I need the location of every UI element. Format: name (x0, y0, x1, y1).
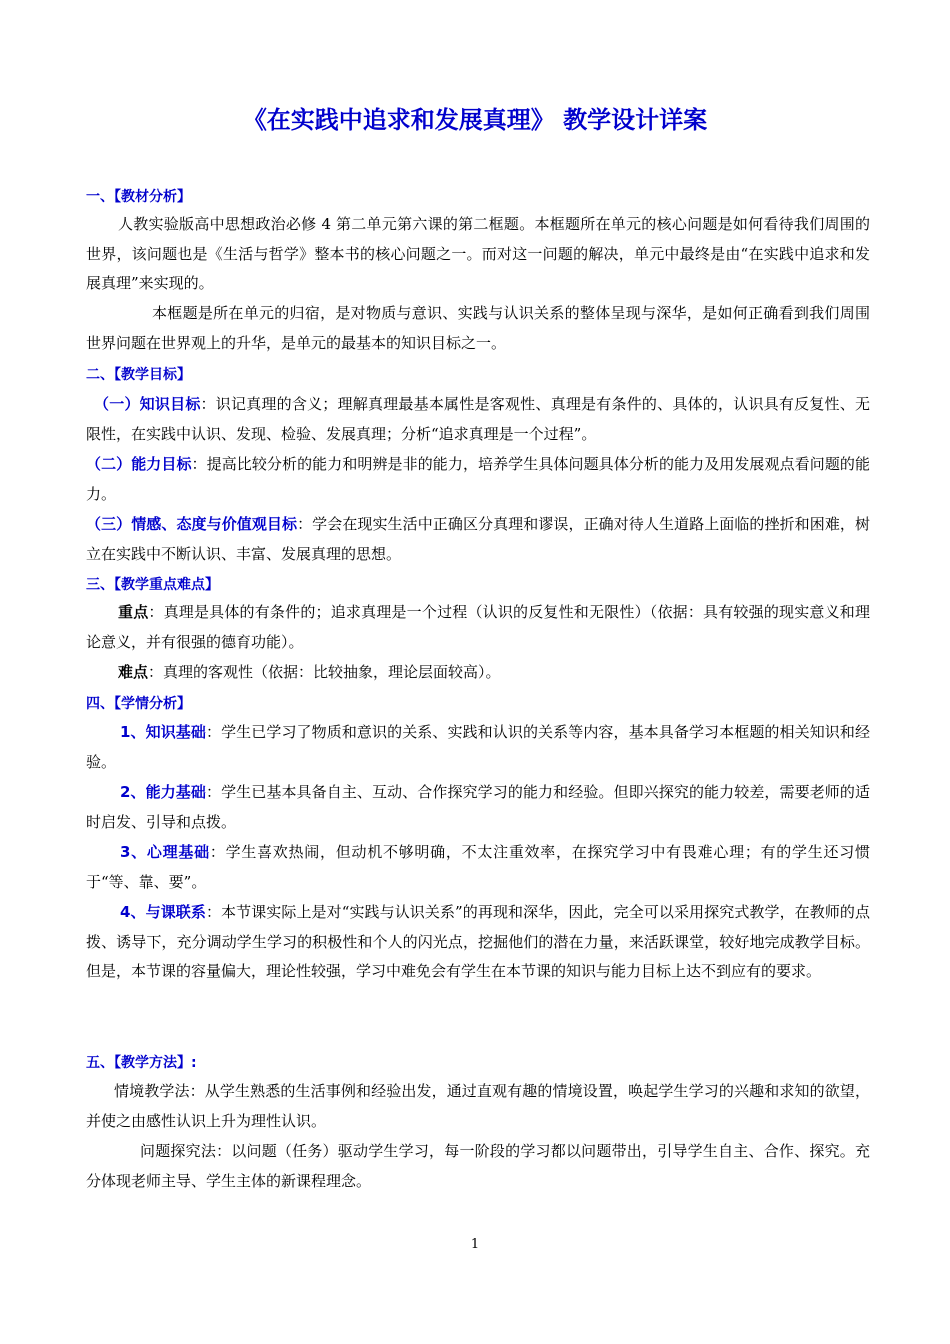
course-connection-label: 4、与课联系 (120, 903, 206, 921)
paragraph-course-connection (86, 898, 870, 987)
document-title: 《在实践中追求和发展真理》 教学设计详案 (242, 106, 708, 134)
paragraph-key-point (86, 598, 870, 657)
section-heading-student-analysis: 四、【学情分析】 (86, 696, 191, 712)
paragraph-psychological-basis (86, 838, 870, 897)
paragraph-textbook-analysis-2: 本框题是所在单元的归宿，是对物质与意识、实践与认识关系的整体呈现与深华，是如何正确看到我们周围世界问题在世界观上的升华，是单元的最基本的知识目标之一。 (86, 304, 870, 352)
knowledge-basis-text: ：学生已学习了物质和意识的关系、实践和认识的关系等内容，基本具备学习本框题的相关知识和经验。 (86, 723, 870, 771)
paragraph-textbook-analysis-1: 人教实验版高中思想政治必修 4 第二单元第六课的第二框题。本框题所在单元的核心问题是如何看待我们周围的世界，该问题也是《生活与哲学》整本书的核心问题之一。而对这一问题的解决，单元中最终是由“在实践中追求和发展真理”来实现的。 (86, 215, 870, 292)
section-heading-teaching-goals: 二、【教学目标】 (86, 367, 191, 383)
course-connection-text: ：本节课实际上是对“实践与认识关系”的再现和深华，因此，完全可以采用探究式教学，在教师的点拨、诱导下，充分调动学生学习的积极性和个人的闪光点，挖掘他们的潜在力量，来活跃课堂，较好地完成教学目标。但是，本节课的容量偏大，理论性较强，学习中难免会有学生在本节课的知识与能力目标上达不到应有的要求。 (86, 903, 870, 980)
difficult-point-label: 难点 (118, 663, 149, 681)
ability-basis-label: 2、能力基础 (120, 783, 206, 801)
psychological-basis-label: 3、心理基础 (120, 843, 210, 861)
ability-goal-label: （二）能力目标 (86, 455, 192, 473)
paragraph-knowledge-basis (86, 718, 870, 777)
section-heading-key-difficult-points: 三、【教学重点难点】 (86, 577, 219, 593)
paragraph-emotion-goal (86, 510, 870, 569)
paragraph-difficult-point (86, 658, 870, 688)
knowledge-goal-label: （一）知识目标 (94, 395, 201, 413)
knowledge-basis-label: 1、知识基础 (120, 723, 206, 741)
emotion-goal-label: （三）情感、态度与价值观目标 (86, 515, 298, 533)
ability-goal-text: ：提高比较分析的能力和明辨是非的能力，培养学生具体问题具体分析的能力及用发展观点看问题的能力。 (86, 455, 870, 503)
ability-basis-text: ：学生已基本具备自主、互动、合作探究学习的能力和经验。但即兴探究的能力较差，需要老师的适时启发、引导和点拨。 (86, 783, 870, 831)
difficult-point-text: ：真理的客观性（依据：比较抽象，理论层面较高）。 (148, 663, 501, 681)
knowledge-goal-text: ：识记真理的含义；理解真理最基本属性是客观性、真理是有条件的、具体的，认识具有反复性、无限性，在实践中认识、发现、检验、发展真理；分析“追求真理是一个过程”。 (86, 395, 870, 443)
section-heading-textbook-analysis: 一、【教材分析】 (86, 189, 191, 205)
page-number: 1 (470, 1237, 480, 1252)
paragraph-ability-goal (86, 450, 870, 509)
paragraph-inquiry-method: 问题探究法：以问题（任务）驱动学生学习，每一阶段的学习都以问题带出，引导学生自主、合作、探究。充分体现老师主导、学生主体的新课程理念。 (86, 1142, 870, 1190)
section-heading-teaching-methods: 五、【教学方法】: (86, 1055, 197, 1071)
paragraph-knowledge-goal (86, 390, 870, 449)
key-point-label: 重点 (118, 603, 149, 621)
key-point-text: ：真理是具体的有条件的；追求真理是一个过程（认识的反复性和无限性）（依据：具有较强的现实意义和理论意义，并有很强的德育功能）。 (86, 603, 870, 651)
psychological-basis-text: ：学生喜欢热闹，但动机不够明确，不太注重效率，在探究学习中有畏难心理；有的学生还习惯于“等、靠、要”。 (86, 843, 870, 891)
paragraph-ability-basis (86, 778, 870, 837)
emotion-goal-text: ：学会在现实生活中正确区分真理和谬误，正确对待人生道路上面临的挫折和困难，树立在实践中不断认识、丰富、发展真理的思想。 (86, 515, 870, 563)
paragraph-situational-method: 情境教学法：从学生熟悉的生活事例和经验出发，通过直观有趣的情境设置，唤起学生学习的兴趣和求知的欲望，并使之由感性认识上升为理性认识。 (86, 1082, 870, 1130)
